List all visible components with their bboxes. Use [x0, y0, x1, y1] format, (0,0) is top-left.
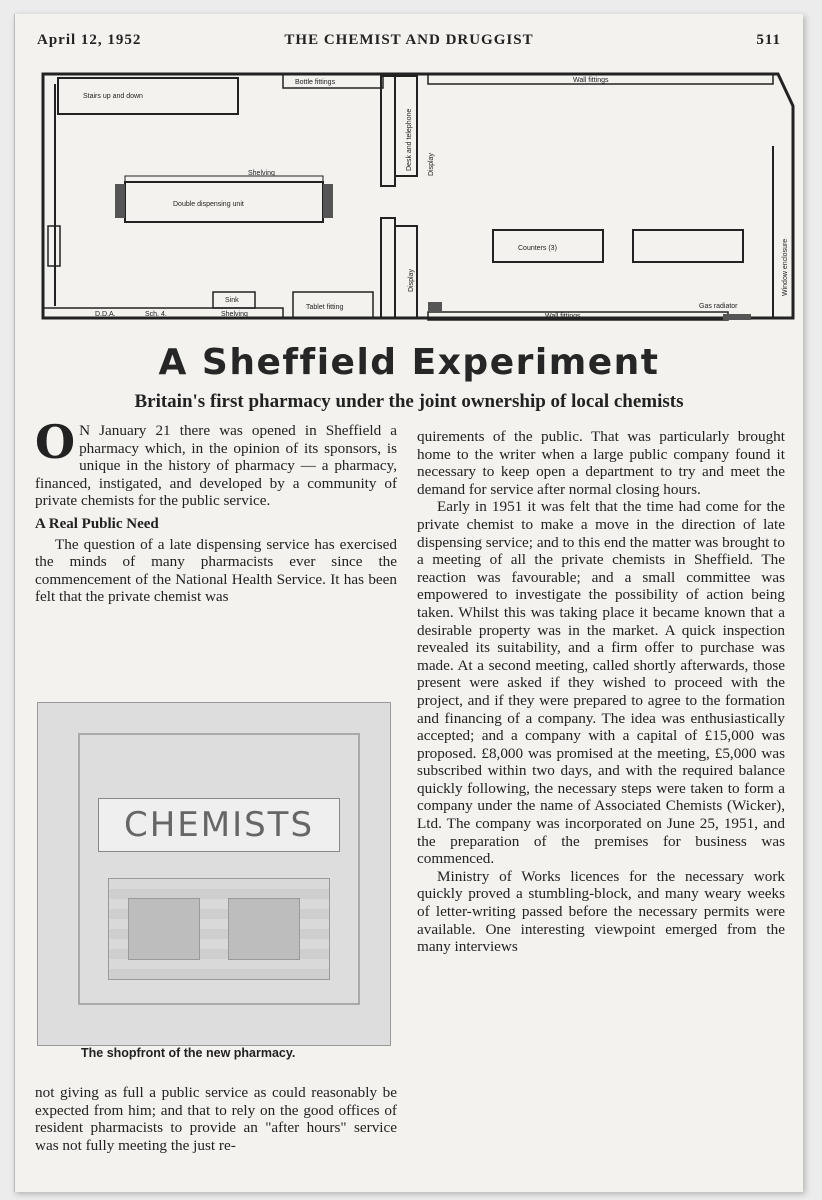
plan-label-tablet-fitting: Tablet fitting: [306, 304, 344, 311]
plan-label-stairs: Stairs up and down: [83, 93, 143, 100]
column-left-continued: [35, 1084, 397, 1154]
page: [14, 14, 803, 1192]
page-number: 511: [756, 32, 781, 48]
plan-label-desk: Desk and telephone: [406, 108, 413, 171]
paragraph-public-need: The question of a late dispensing service has exercised the minds of many pharmacists ever since the commencement of the National Health Service. It has been felt that the private chemist was: [35, 535, 397, 606]
plan-label-sink: Sink: [225, 297, 239, 304]
plan-label-display-bottom: Display: [408, 269, 415, 292]
intro-paragraph: [35, 415, 397, 510]
plan-label-counters: Counters (3): [518, 245, 557, 252]
plan-label-gas-radiator: Gas radiator: [699, 303, 738, 310]
plan-label-shelving-top: Shelving: [248, 170, 275, 177]
floor-plan: [33, 56, 803, 336]
shopfront-photo: [37, 702, 391, 1046]
shop-window: [128, 898, 200, 960]
plan-label-display-top: Display: [428, 153, 435, 176]
plan-label-dispensing-unit: Double dispensing unit: [173, 201, 244, 208]
column-right: [417, 428, 785, 956]
running-header: [37, 26, 781, 56]
plan-label-bottle-fittings: Bottle fittings: [295, 79, 336, 86]
plan-label-sch4: Sch. 4.: [145, 311, 167, 318]
shop-window: [228, 898, 300, 960]
plan-label-wall-fittings-bottom: Wall fittings: [545, 313, 581, 320]
photo-caption: The shopfront of the new pharmacy.: [81, 1046, 296, 1060]
publication-name: THE CHEMIST AND DRUGGIST: [284, 32, 534, 48]
article-title: A Sheffield Experiment: [158, 342, 660, 383]
intro-text: N January 21 there was opened in Sheffield a pharmacy which, in the opinion of its sponsors, is unique in the history of pharmacy — a pharmacy, financed, instigated, and developed by a community of private chemists for the public service.: [35, 422, 397, 510]
issue-date: April 12, 1952: [37, 32, 142, 48]
plan-label-dda: D.D.A.: [95, 311, 116, 318]
plan-label-shelving-bottom: Shelving: [221, 311, 248, 318]
article-subtitle: Britain's first pharmacy under the joint ownership of local chemists: [134, 391, 684, 412]
column-left: [35, 415, 397, 606]
paragraph-early-1951: Early in 1951 it was felt that the time had come for the private chemist to make a move in the direction of late dispensing service; and to this end the matter was brought to a meeting of all the private chemists in Sheffield. The reaction was favourable; and a small committee was empowered to investigate the possibility of action being taken. Whilst this was taking place it became known that a desirable property was in the market. A quick inspection revealed its suitability, and a firm offer to purchase was made. At a second meeting, called shortly afterwards, those present were asked if they wished to proceed with the project, and if they were prepared to agree to the formation and financing of a company. The idea was enthusiastically accepted; and a company with a capital of £15,000 was proposed. £8,000 was promised at the meeting, £5,000 was subscribed within two days, and with the required balance quickly following, the necessary steps were taken to form a company under the name of Associated Chemists (Wicker), Ltd. The company was incorporated on June 25, 1951, and the preparation of the premises for business was commenced.: [417, 498, 785, 868]
paragraph-requirements: quirements of the public. That was particularly brought home to the writer when a large public company found it necessary to keep open a department to try and meet the demand for service after normal closing hours.: [417, 428, 785, 498]
floor-plan-drawing: [33, 56, 803, 336]
drop-cap: O: [35, 415, 76, 469]
shop-sign: CHEMISTS: [98, 798, 340, 852]
plan-label-window-enclosure: Window enclosure: [782, 238, 789, 296]
section-heading: A Real Public Need: [35, 515, 159, 532]
plan-label-wall-fittings-top: Wall fittings: [573, 77, 609, 84]
paragraph-continued: not giving as full a public service as could reasonably be expected from him; and that to rely on the good offices of resident pharmacists to provide an "after hours" service was not fully meeting the just re-: [35, 1084, 397, 1154]
paragraph-ministry: Ministry of Works licences for the necessary work quickly proved a stumbling-block, and many weary weeks of letter-writing passed before the necessary permits were available. One interesting viewpoint emerged from the many interviews: [417, 867, 785, 956]
